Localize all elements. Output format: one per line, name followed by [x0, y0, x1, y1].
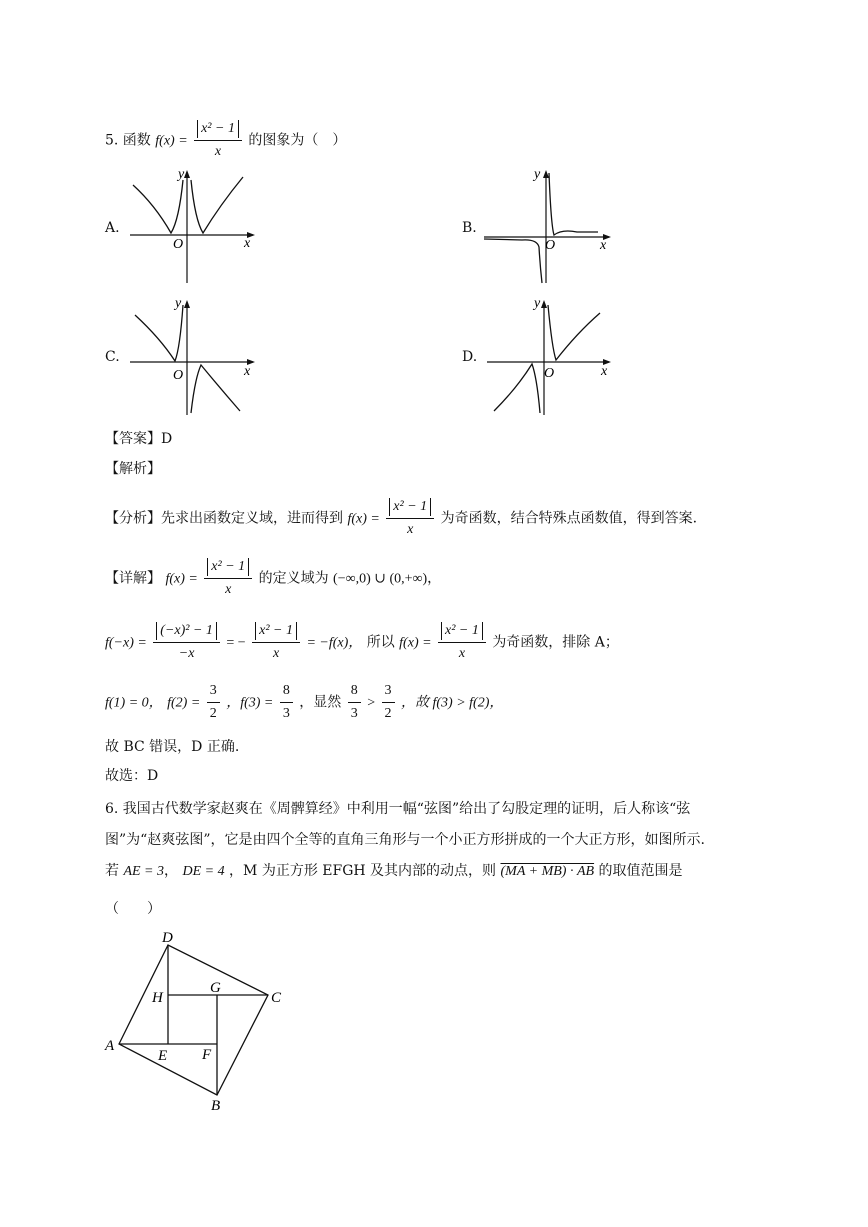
svg-text:x: x [244, 236, 251, 251]
svg-text:x: x [600, 238, 607, 253]
q6-line-2: 图”为“赵爽弦图”，它是由四个全等的直角三角形与一个小正方形拼成的一个大正方形，如图所示. [105, 832, 705, 848]
q6-paren: （ ） [105, 901, 161, 917]
svg-text:O: O [173, 237, 184, 252]
q5-fx: f(x) = [155, 133, 188, 149]
xiangjie-choice: 故选：D [105, 768, 159, 784]
svg-text:D: D [162, 930, 173, 946]
q5-fraction: $\frac{\text{x² − 1}}{x}$ [194, 118, 242, 163]
option-a-label: A. [105, 220, 120, 236]
xiangjie-line-3: f(1) = 0， f(2) = $\frac{3}{2}$ ，f(3) = $\frac{8}{3}$ ，显然 $\frac{8}{3}$ > $\frac{3}{2}$ ，故 f(3) > f(2)， [105, 680, 503, 725]
option-c-label: C. [105, 349, 120, 365]
svg-text:O: O [173, 368, 184, 383]
zhao-shuang-diagram [100, 922, 300, 1117]
answer: 【答案】D [105, 431, 173, 447]
q6-line-3: 若 AE = 3， DE = 4 ，M 为正方形 EFGH 及其内部的动点，则 (MA + MB) · AB 的取值范围是 [105, 863, 683, 879]
xiangjie-line-2: f(−x) = $\frac{\text{(−x)² − 1}}{-x}$ = − $\frac{\text{x² − 1}}{x}$ = −f(x)， 所以 f(x) = $\frac{\text{x² − 1}}{x}$ 为奇函数，排除 A； [105, 620, 619, 665]
q5-stem: 5. 函数 f(x) = $\frac{\text{x² − 1}}{x}$ 的图象为（ ） [105, 118, 346, 163]
svg-text:H: H [152, 990, 163, 1006]
svg-text:O: O [545, 238, 556, 253]
option-b-label: B. [462, 220, 477, 236]
graph-c [125, 293, 265, 418]
svg-text:y: y [534, 167, 541, 182]
fenxi-line: 【分析】先求出函数定义域，进而得到 f(x) = $\frac{\text{x² − 1}}{x}$ 为奇函数，结合特殊点函数值，得到答案. [105, 496, 697, 541]
xiangjie-line-1: 【详解】 f(x) = $\frac{\text{x² − 1}}{x}$ 的定义域为 (−∞,0) ∪ (0,+∞)， [105, 556, 441, 601]
svg-text:A: A [105, 1038, 115, 1054]
graph-b [482, 165, 622, 285]
analysis-header: 【解析】 [105, 461, 161, 477]
svg-text:O: O [544, 366, 555, 381]
q6-line-1: 6. 我国古代数学家赵爽在《周髀算经》中利用一幅“弦图”给出了勾股定理的证明，后人称该“弦 [105, 801, 691, 817]
svg-text:C: C [271, 990, 282, 1006]
xiangjie-bc: 故 BC 错误，D 正确. [105, 739, 240, 755]
svg-text:y: y [178, 167, 185, 182]
option-d-label: D. [462, 349, 478, 365]
graph-d [482, 293, 622, 418]
svg-text:F: F [202, 1047, 212, 1063]
svg-text:B: B [211, 1098, 221, 1114]
svg-text:x: x [601, 364, 608, 379]
svg-text:E: E [158, 1048, 168, 1064]
svg-text:y: y [175, 296, 182, 311]
graph-a [125, 165, 265, 285]
svg-text:y: y [534, 296, 541, 311]
svg-text:x: x [244, 364, 251, 379]
svg-text:G: G [210, 980, 221, 996]
